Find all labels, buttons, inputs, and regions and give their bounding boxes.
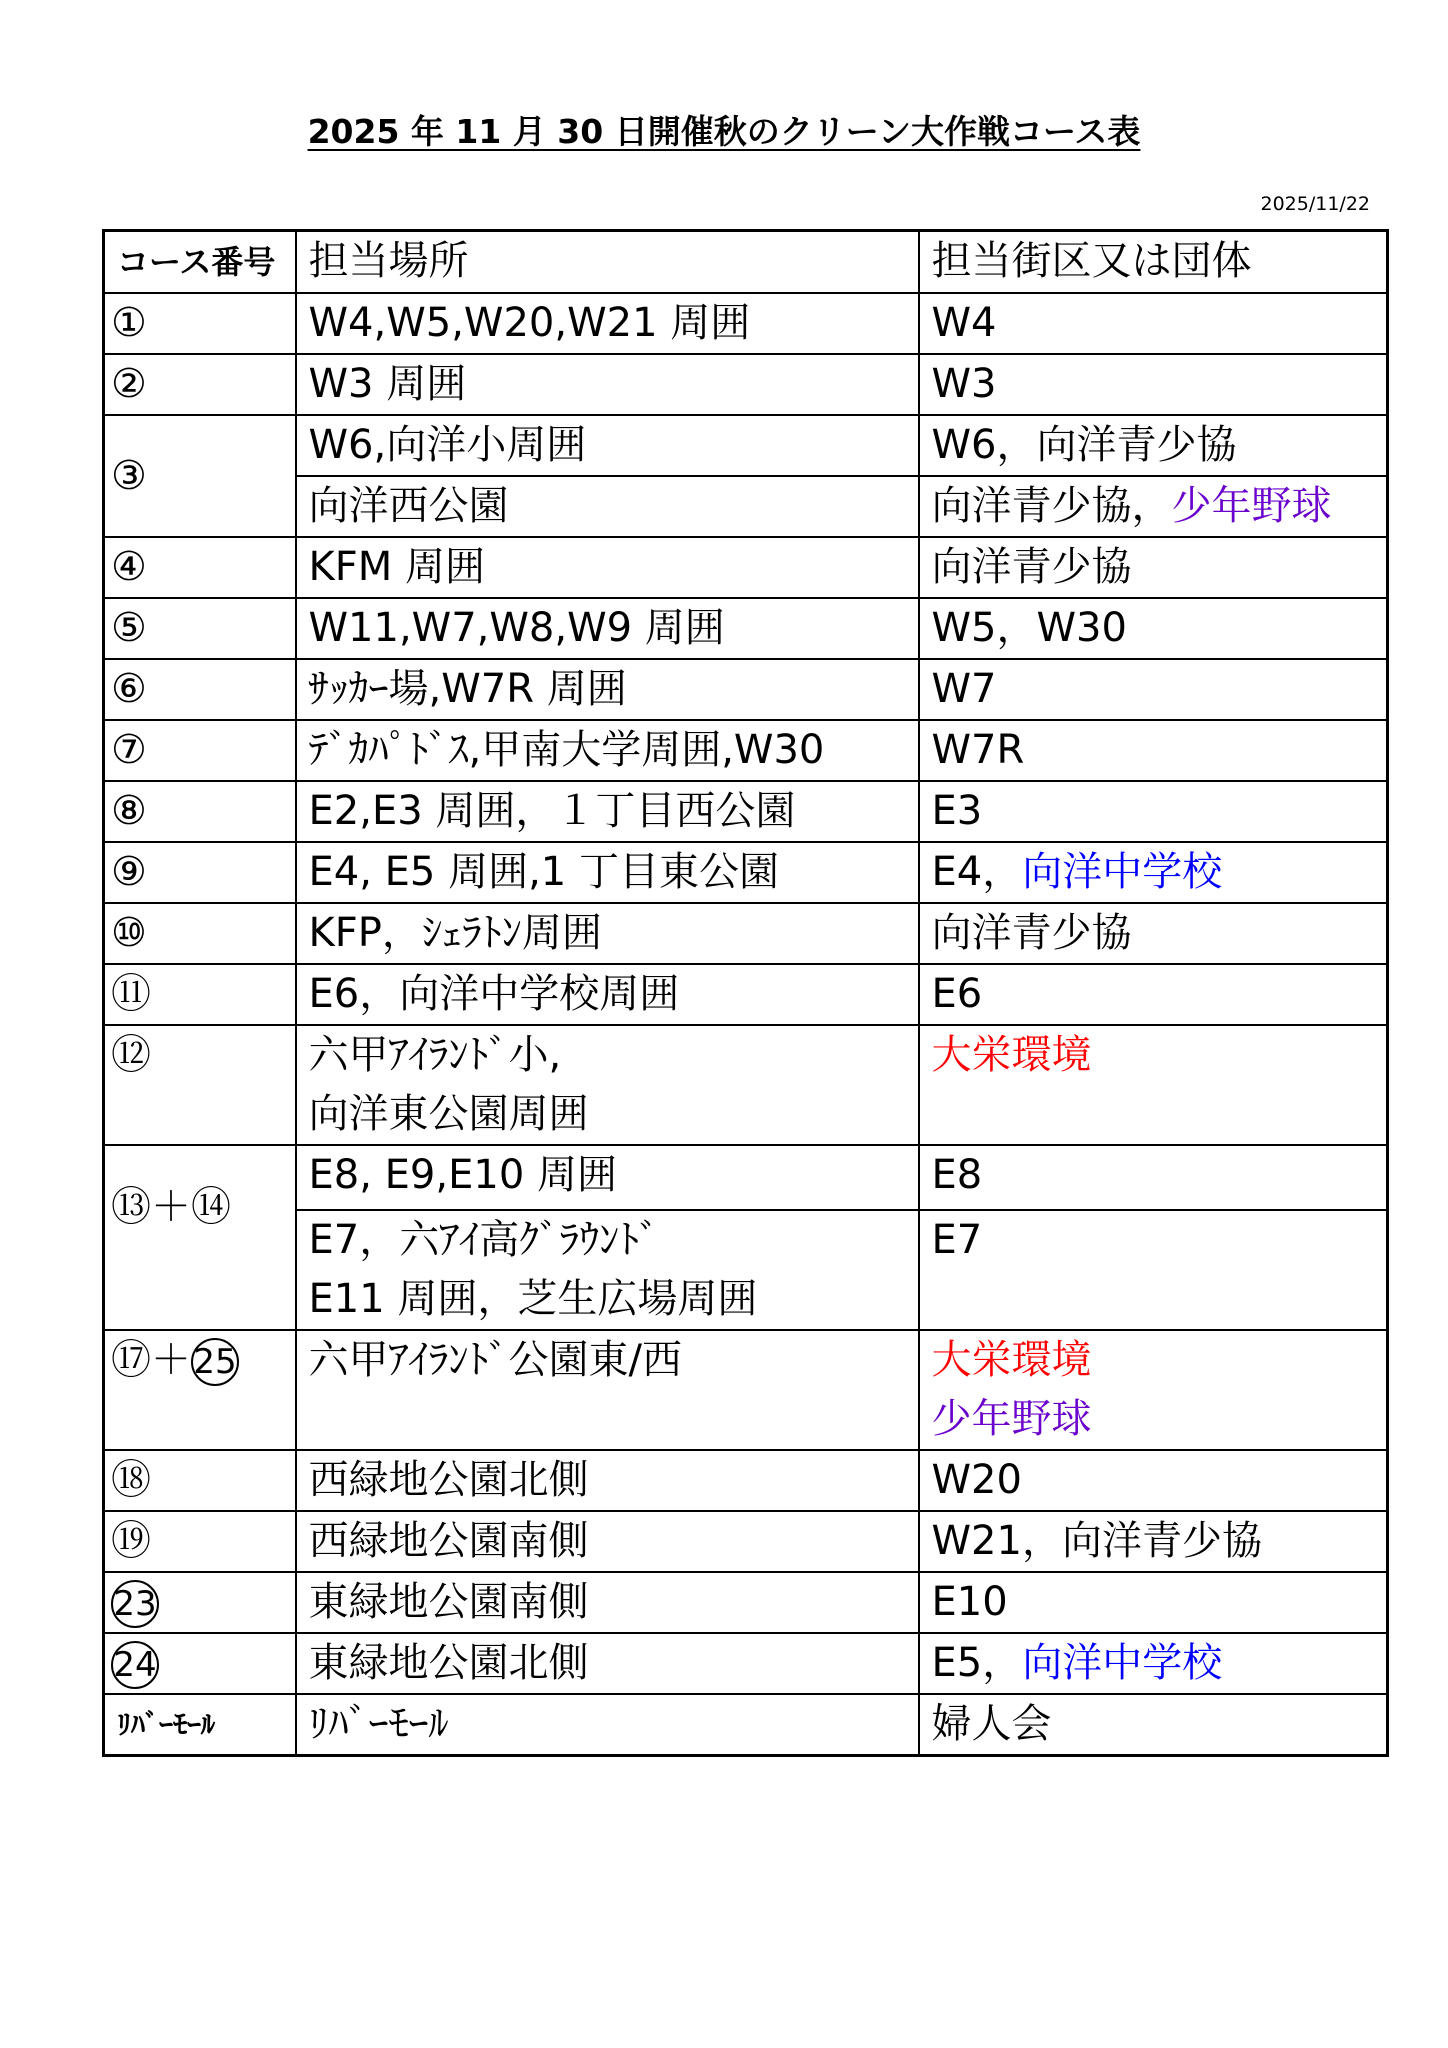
table-row — [104, 537, 1388, 598]
course-place: E2,E3 周囲，１丁目西公園 — [296, 781, 919, 842]
course-number: ② — [104, 354, 296, 415]
course-group: 向洋青少協 — [919, 537, 1388, 598]
course-number: ③ — [104, 415, 296, 537]
course-place: W6,向洋小周囲 — [296, 415, 919, 476]
header-course: コース番号 — [104, 231, 296, 294]
circled-number: 24 — [111, 1641, 159, 1689]
page-title-text: 2025 年 11 月 30 日開催秋のクリーン大作戦コース表 — [307, 112, 1141, 151]
course-group: E10 — [919, 1572, 1388, 1633]
course-number: ⑫ — [104, 1025, 296, 1145]
course-place: ｻｯｶｰ場,W7R 周囲 — [296, 659, 919, 720]
place-line: 六甲ｱｲﾗﾝﾄﾞ小, — [308, 1032, 562, 1078]
course-number-part: ⑰＋ — [111, 1337, 191, 1383]
table-row — [104, 1330, 1388, 1450]
course-place: W4,W5,W20,W21 周囲 — [296, 293, 919, 354]
course-number: ⑲ — [104, 1511, 296, 1572]
table-row — [104, 964, 1388, 1025]
course-place: E4, E5 周囲,1 丁目東公園 — [296, 842, 919, 903]
group-text-highlight: 向洋中学校 — [1022, 1640, 1223, 1686]
table-row — [104, 476, 1388, 537]
course-group — [919, 842, 1388, 903]
course-place: 六甲ｱｲﾗﾝﾄﾞ公園東/西 — [296, 1330, 919, 1450]
header-place: 担当場所 — [296, 231, 919, 294]
course-number: ④ — [104, 537, 296, 598]
table-row — [104, 598, 1388, 659]
table-header-row — [104, 231, 1388, 294]
course-number — [104, 1330, 296, 1450]
table-row — [104, 354, 1388, 415]
course-number: ① — [104, 293, 296, 354]
course-number: ⑱ — [104, 1450, 296, 1511]
course-place: 東緑地公園南側 — [296, 1572, 919, 1633]
course-number — [104, 1633, 296, 1694]
course-group: W21，向洋青少協 — [919, 1511, 1388, 1572]
table-row — [104, 415, 1388, 476]
table-row — [104, 1450, 1388, 1511]
course-group: E6 — [919, 964, 1388, 1025]
course-table — [102, 229, 1389, 1757]
table-row — [104, 1633, 1388, 1694]
course-group — [919, 1633, 1388, 1694]
page-title — [0, 112, 1448, 152]
course-number: ﾘﾊﾞｰﾓｰﾙ — [104, 1694, 296, 1756]
course-place: 東緑地公園北側 — [296, 1633, 919, 1694]
table-row — [104, 903, 1388, 964]
course-place: KFP，ｼｪﾗﾄﾝ周囲 — [296, 903, 919, 964]
group-text: E5， — [931, 1640, 1023, 1686]
course-group: 向洋青少協 — [919, 903, 1388, 964]
course-number: ⑦ — [104, 720, 296, 781]
document-date: 2025/11/22 — [1260, 193, 1370, 215]
course-place — [296, 1025, 919, 1145]
table-row — [104, 1145, 1388, 1210]
course-place: W3 周囲 — [296, 354, 919, 415]
course-group: W20 — [919, 1450, 1388, 1511]
group-line-highlight: 少年野球 — [931, 1396, 1092, 1442]
course-group: W5，W30 — [919, 598, 1388, 659]
table-row — [104, 1694, 1388, 1756]
course-number: ⑤ — [104, 598, 296, 659]
course-place: E6，向洋中学校周囲 — [296, 964, 919, 1025]
course-group: 婦人会 — [919, 1694, 1388, 1756]
course-number: ⑬＋⑭ — [104, 1145, 296, 1330]
place-line: E11 周囲，芝生広場周囲 — [308, 1276, 758, 1322]
table-row — [104, 1210, 1388, 1330]
course-number: ⑪ — [104, 964, 296, 1025]
course-group: E8 — [919, 1145, 1388, 1210]
place-line: 向洋東公園周囲 — [308, 1091, 589, 1137]
course-number: ⑥ — [104, 659, 296, 720]
table-row — [104, 720, 1388, 781]
course-place: KFM 周囲 — [296, 537, 919, 598]
table-row — [104, 1572, 1388, 1633]
course-group: W7 — [919, 659, 1388, 720]
course-group: W4 — [919, 293, 1388, 354]
place-line: E7，六ｱｲ高ｸﾞﾗｳﾝﾄﾞ — [308, 1217, 660, 1263]
course-group — [919, 476, 1388, 537]
group-line-highlight: 大栄環境 — [931, 1337, 1092, 1383]
course-group: E7 — [919, 1210, 1388, 1330]
course-place: 向洋西公園 — [296, 476, 919, 537]
course-group: 大栄環境 — [919, 1025, 1388, 1145]
table-row — [104, 1511, 1388, 1572]
table-row — [104, 842, 1388, 903]
table-row — [104, 781, 1388, 842]
group-text-highlight: 少年野球 — [1171, 483, 1332, 529]
course-place: ﾃﾞｶﾊﾟﾄﾞｽ,甲南大学周囲,W30 — [296, 720, 919, 781]
course-place: W11,W7,W8,W9 周囲 — [296, 598, 919, 659]
course-number: ⑩ — [104, 903, 296, 964]
course-group — [919, 1330, 1388, 1450]
course-place: E8, E9,E10 周囲 — [296, 1145, 919, 1210]
header-group: 担当街区又は団体 — [919, 231, 1388, 294]
table-row — [104, 1025, 1388, 1145]
circled-number: 23 — [111, 1580, 159, 1628]
course-place: 西緑地公園北側 — [296, 1450, 919, 1511]
table-row — [104, 659, 1388, 720]
group-text: E4， — [931, 849, 1023, 895]
course-group: W3 — [919, 354, 1388, 415]
course-place — [296, 1210, 919, 1330]
course-number: ⑧ — [104, 781, 296, 842]
table-row — [104, 293, 1388, 354]
course-group: W6，向洋青少協 — [919, 415, 1388, 476]
group-text: 向洋青少協， — [931, 483, 1172, 529]
circled-number: 25 — [191, 1338, 239, 1386]
course-group: E3 — [919, 781, 1388, 842]
course-number — [104, 1572, 296, 1633]
group-text-highlight: 向洋中学校 — [1022, 849, 1223, 895]
course-place: 西緑地公園南側 — [296, 1511, 919, 1572]
course-place: ﾘﾊﾞｰﾓｰﾙ — [296, 1694, 919, 1756]
course-group: W7R — [919, 720, 1388, 781]
course-number: ⑨ — [104, 842, 296, 903]
